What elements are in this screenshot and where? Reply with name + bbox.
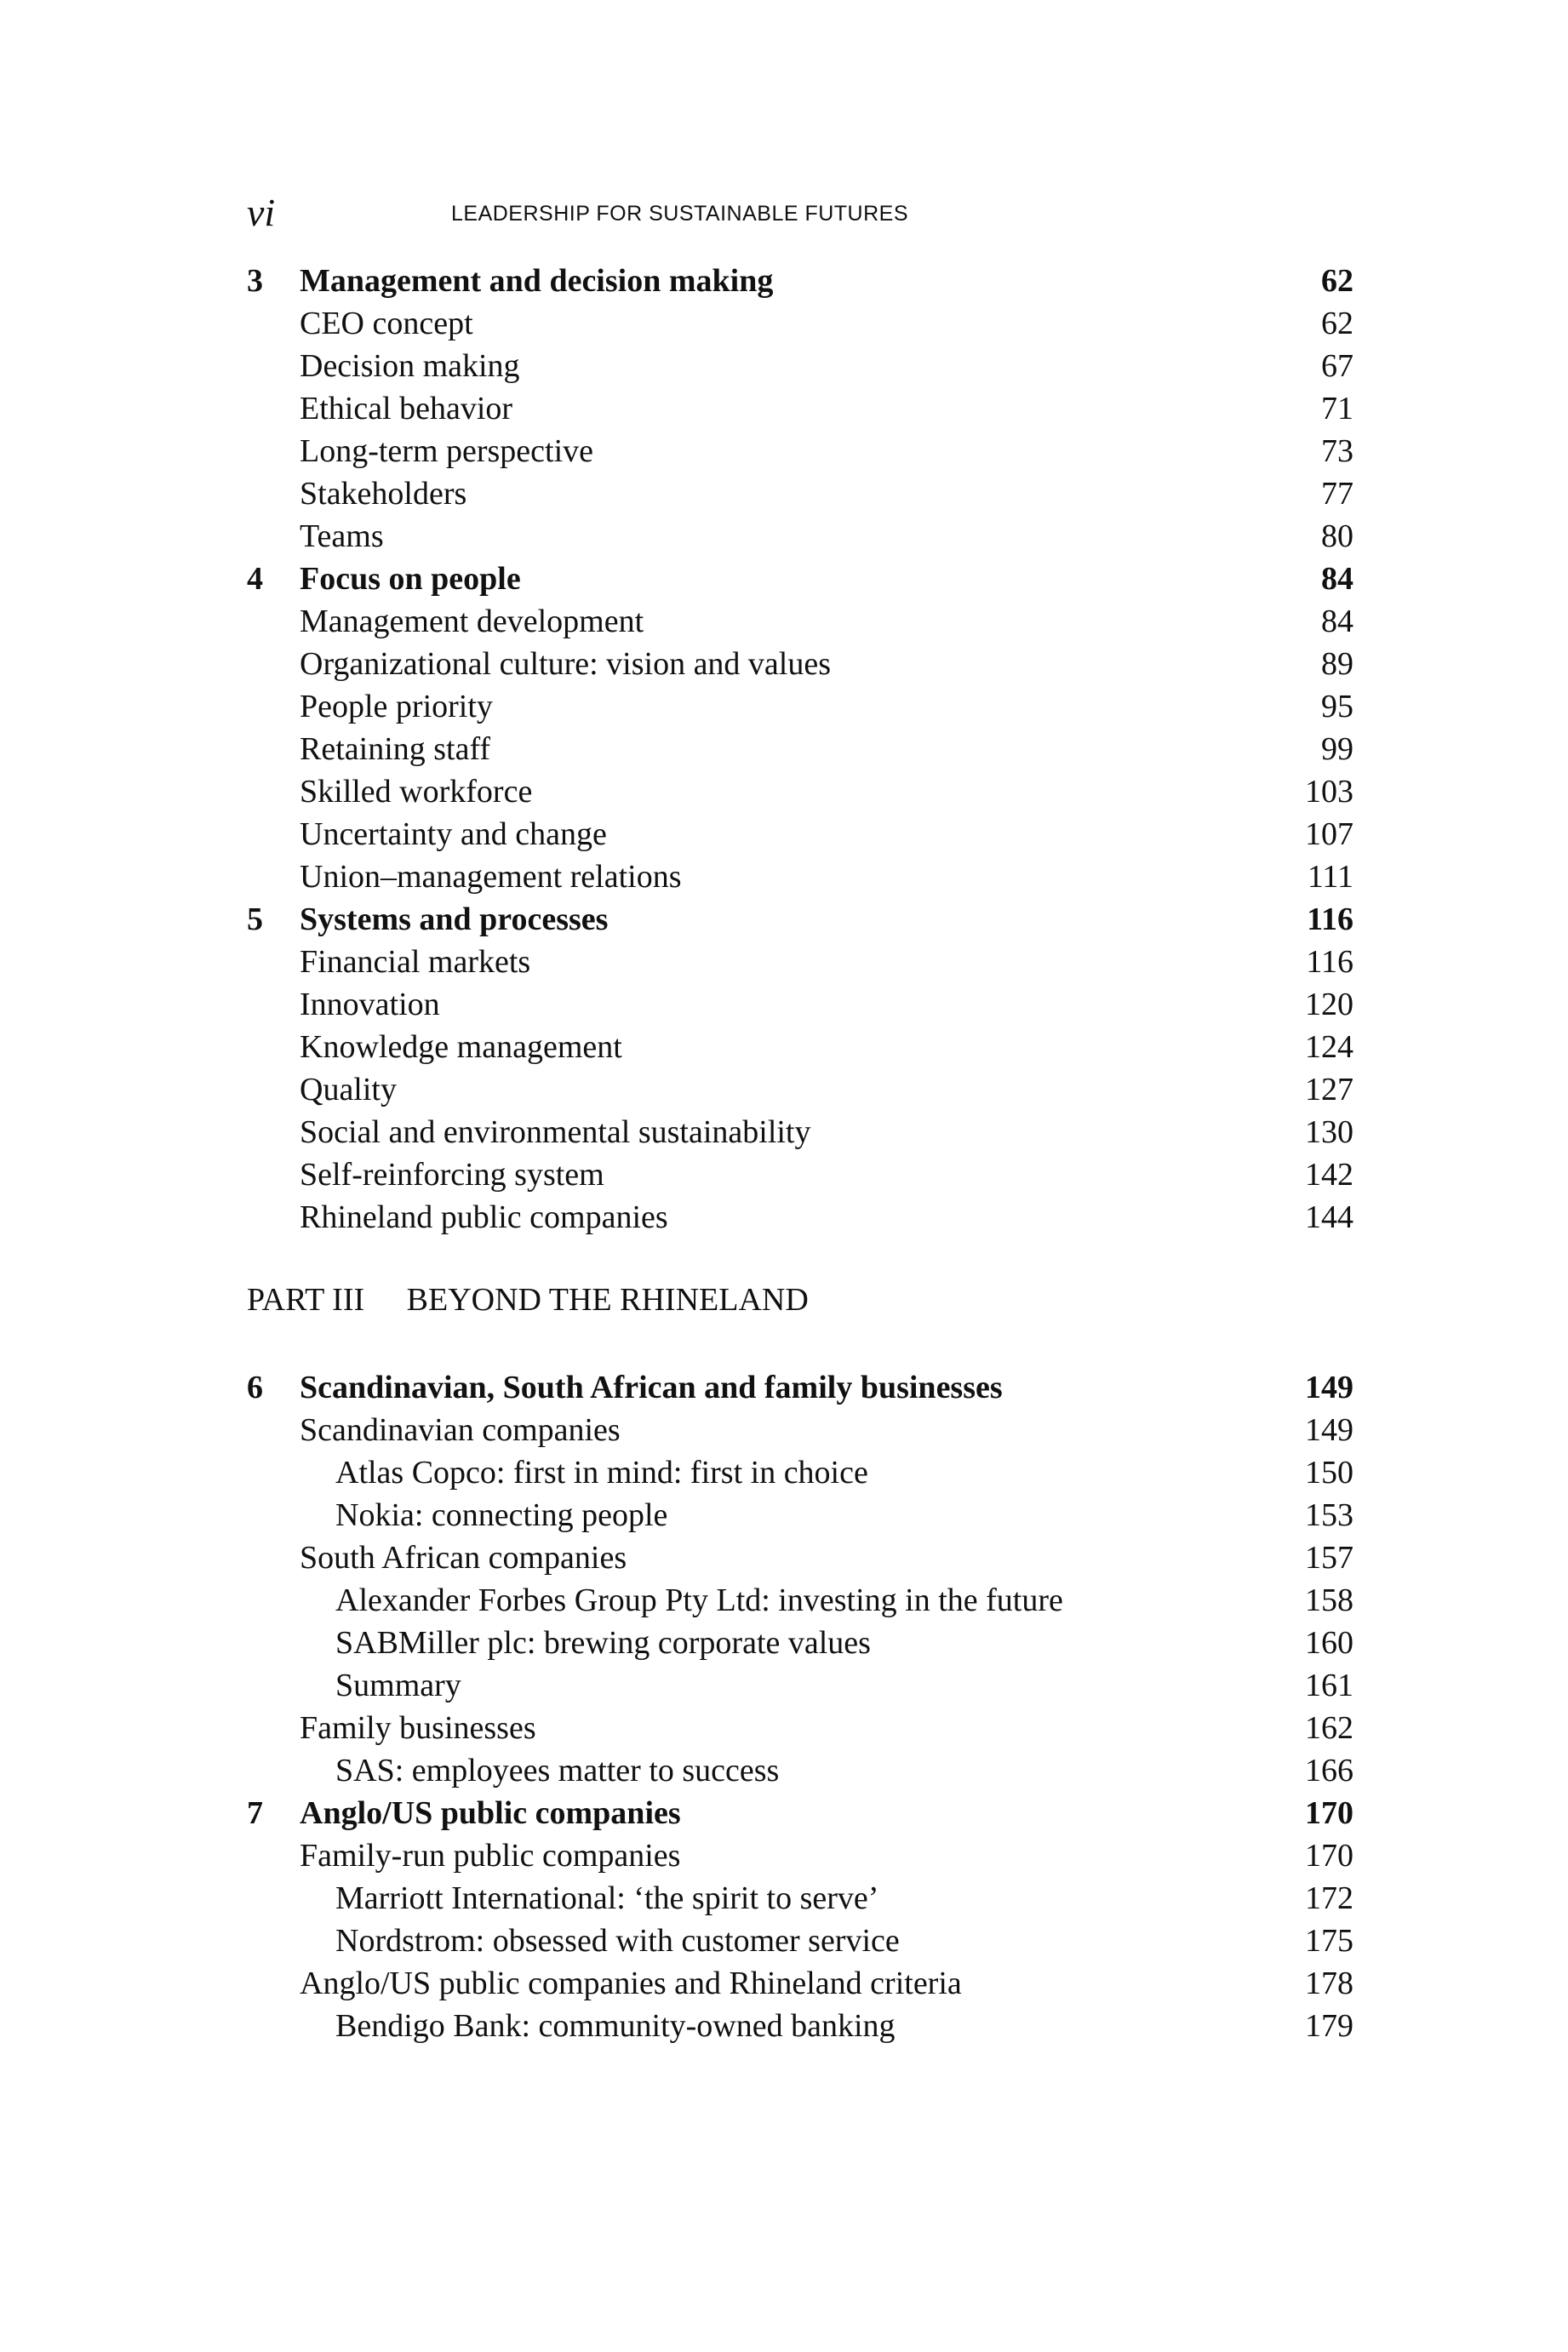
toc-page-number: 124: [1305, 1029, 1353, 1065]
toc-entry: [247, 1451, 1353, 1494]
toc-entry: [247, 941, 1353, 983]
toc-page-number: 149: [1305, 1370, 1353, 1405]
toc-entry-title: Nokia: connecting people: [335, 1497, 668, 1533]
toc-entry: [247, 1834, 1353, 1877]
toc-chapter-entry: [247, 260, 1353, 302]
toc-entry-title: Skilled workforce: [300, 774, 533, 810]
toc-entry-title: Scandinavian, South African and family businesses: [300, 1370, 1003, 1405]
toc-page-number: 158: [1305, 1582, 1353, 1618]
toc-entry-title: Innovation: [300, 987, 440, 1022]
toc-entry-title: South African companies: [300, 1540, 627, 1576]
toc-chapter-entry: [247, 558, 1353, 600]
toc-entry: [247, 1707, 1353, 1749]
toc-entry-title: Management and decision making: [300, 263, 774, 299]
toc-entry: [247, 515, 1353, 558]
toc-entry-title: Anglo/US public companies: [300, 1795, 681, 1831]
toc-entry: [247, 1026, 1353, 1068]
toc-entry: [247, 1409, 1353, 1451]
toc-entry-title: SAS: employees matter to success: [335, 1753, 780, 1788]
toc-entry-title: Self-reinforcing system: [300, 1157, 604, 1193]
toc-entry-title: Family businesses: [300, 1710, 536, 1746]
toc-entry-title: Scandinavian companies: [300, 1412, 621, 1448]
toc-page-number: 178: [1305, 1966, 1353, 2001]
toc-entry: [247, 600, 1353, 643]
toc-entry: [247, 983, 1353, 1026]
toc-entry-title: Bendigo Bank: community-owned banking: [335, 2008, 896, 2044]
toc-entry: [247, 813, 1353, 856]
toc-chapter-number: 5: [247, 901, 263, 937]
toc-entry: [247, 856, 1353, 898]
toc-entry-title: Rhineland public companies: [300, 1199, 668, 1235]
toc-entry-title: Focus on people: [300, 561, 521, 597]
toc-entry: [247, 387, 1353, 430]
part-heading: [247, 1279, 809, 1321]
toc-chapter-entry: [247, 1366, 1353, 1409]
toc-page-number: 120: [1305, 987, 1353, 1022]
toc-page-number: 161: [1305, 1668, 1353, 1703]
toc-entry: [247, 643, 1353, 685]
page-folio: vi: [247, 191, 276, 234]
toc-entry-title: Management development: [300, 604, 644, 639]
toc-entry-title: CEO concept: [300, 306, 473, 341]
toc-entry: [247, 1877, 1353, 1920]
toc-entry: [247, 430, 1353, 472]
toc-page-number: 84: [1321, 561, 1353, 597]
toc-entry-title: Marriott International: ‘the spirit to serve’: [335, 1880, 879, 1916]
toc-entry-title: Systems and processes: [300, 901, 609, 937]
toc-page-number: 162: [1305, 1710, 1353, 1746]
toc-page-number: 107: [1305, 816, 1353, 852]
toc-chapter-number: 3: [247, 263, 263, 299]
toc-page-number: 67: [1321, 348, 1353, 384]
toc-page-number: 95: [1321, 689, 1353, 724]
part-title: BEYOND THE RHINELAND: [406, 1282, 809, 1318]
toc-entry: [247, 1111, 1353, 1153]
toc-entry: [247, 1962, 1353, 2005]
toc-page-number: 103: [1305, 774, 1353, 810]
toc-page-number: 62: [1321, 263, 1353, 299]
toc-list-part-ii: [247, 260, 1353, 1239]
toc-entry-title: Atlas Copco: first in mind: first in choice: [335, 1455, 868, 1491]
toc-entry: [247, 302, 1353, 345]
toc-page-number: 127: [1305, 1072, 1353, 1107]
toc-entry-title: Union–management relations: [300, 859, 682, 895]
toc-entry: [247, 1622, 1353, 1664]
toc-entry-title: SABMiller plc: brewing corporate values: [335, 1625, 871, 1661]
toc-page-number: 116: [1307, 901, 1353, 937]
toc-entry-title: Alexander Forbes Group Pty Ltd: investing in the future: [335, 1582, 1063, 1618]
toc-page-number: 179: [1305, 2008, 1353, 2044]
toc-entry: [247, 1494, 1353, 1537]
toc-entry: [247, 1153, 1353, 1196]
toc-page-number: 89: [1321, 646, 1353, 682]
toc-page-number: 80: [1321, 518, 1353, 554]
toc-page-number: 160: [1305, 1625, 1353, 1661]
toc-entry: [247, 1196, 1353, 1239]
toc-page-number: 172: [1305, 1880, 1353, 1916]
toc-page-number: 175: [1305, 1923, 1353, 1959]
toc-page-number: 116: [1306, 944, 1353, 980]
toc-page-number: 84: [1321, 604, 1353, 639]
toc-list-part-iii: [247, 1366, 1353, 2047]
toc-page-number: 170: [1305, 1838, 1353, 1874]
toc-page-number: 73: [1321, 433, 1353, 469]
toc-page-number: 62: [1321, 306, 1353, 341]
toc-page-number: 153: [1305, 1497, 1353, 1533]
toc-page-number: 170: [1305, 1795, 1353, 1831]
toc-page-number: 130: [1305, 1114, 1353, 1150]
toc-entry-title: Nordstrom: obsessed with customer service: [335, 1923, 900, 1959]
toc-page-number: 157: [1305, 1540, 1353, 1576]
toc-entry-title: Uncertainty and change: [300, 816, 607, 852]
toc-chapter-entry: [247, 1792, 1353, 1834]
toc-entry-title: Decision making: [300, 348, 520, 384]
toc-entry-title: Anglo/US public companies and Rhineland criteria: [300, 1966, 962, 2001]
toc-page-number: 166: [1305, 1753, 1353, 1788]
toc-entry-title: Long-term perspective: [300, 433, 594, 469]
toc-entry: [247, 770, 1353, 813]
running-title: LEADERSHIP FOR SUSTAINABLE FUTURES: [451, 202, 909, 226]
toc-entry: [247, 2005, 1353, 2047]
toc-entry: [247, 472, 1353, 515]
toc-entry-title: People priority: [300, 689, 493, 724]
part-label: PART III: [247, 1282, 365, 1318]
toc-entry-title: Quality: [300, 1072, 397, 1107]
toc-entry: [247, 345, 1353, 387]
toc-page-number: 144: [1305, 1199, 1353, 1235]
toc-entry-title: Teams: [300, 518, 384, 554]
toc-chapter-entry: [247, 898, 1353, 941]
toc-entry-title: Family-run public companies: [300, 1838, 681, 1874]
toc-entry: [247, 1920, 1353, 1962]
toc-entry: [247, 1664, 1353, 1707]
toc-entry-title: Knowledge management: [300, 1029, 622, 1065]
toc-page-number: 99: [1321, 731, 1353, 767]
toc-page-number: 149: [1305, 1412, 1353, 1448]
toc-page-number: 111: [1307, 859, 1353, 895]
toc-page-number: 142: [1305, 1157, 1353, 1193]
running-head: [247, 189, 1353, 237]
toc-entry-title: Summary: [335, 1668, 461, 1703]
toc-chapter-number: 7: [247, 1795, 263, 1831]
toc-entry: [247, 1749, 1353, 1792]
toc-entry: [247, 1068, 1353, 1111]
toc-chapter-number: 4: [247, 561, 263, 597]
toc-page-number: 77: [1321, 476, 1353, 512]
toc-entry-title: Organizational culture: vision and values: [300, 646, 832, 682]
toc-entry-title: Retaining staff: [300, 731, 491, 767]
toc-page-number: 150: [1305, 1455, 1353, 1491]
toc-entry-title: Social and environmental sustainability: [300, 1114, 811, 1150]
toc-page-number: 71: [1321, 391, 1353, 426]
toc-entry-title: Ethical behavior: [300, 391, 513, 426]
toc-entry: [247, 1579, 1353, 1622]
toc-chapter-number: 6: [247, 1370, 263, 1405]
toc-entry: [247, 728, 1353, 770]
toc-entry-title: Stakeholders: [300, 476, 467, 512]
toc-entry-title: Financial markets: [300, 944, 531, 980]
toc-entry: [247, 1537, 1353, 1579]
toc-entry: [247, 685, 1353, 728]
